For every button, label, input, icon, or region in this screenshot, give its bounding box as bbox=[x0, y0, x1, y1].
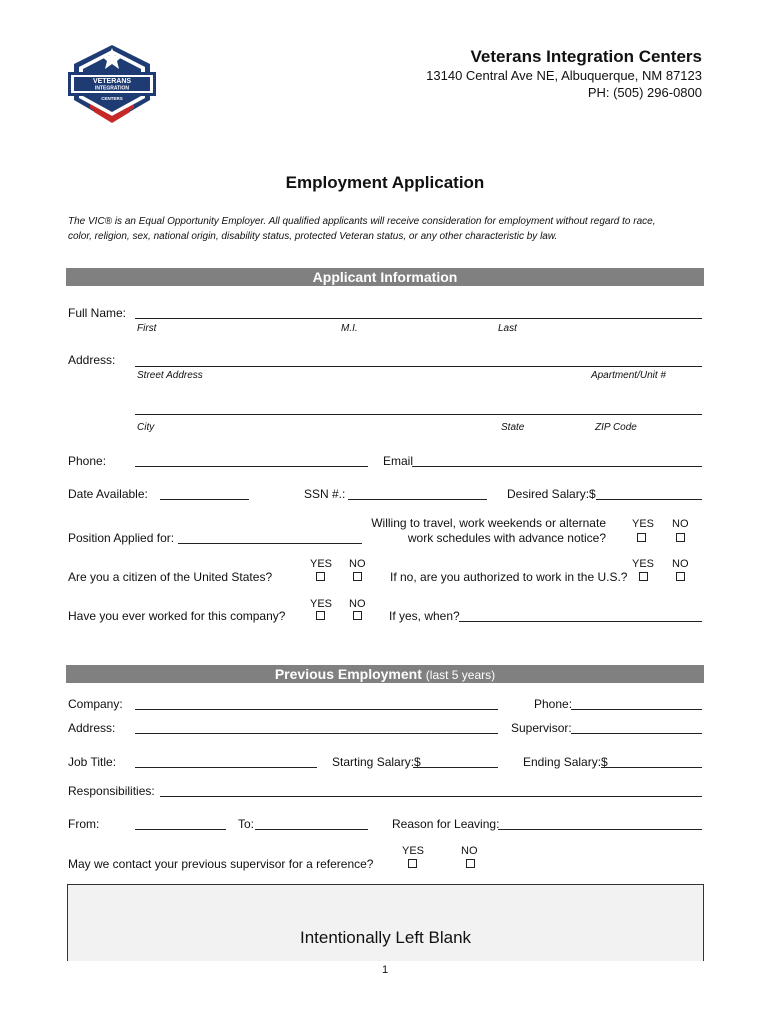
worked-yes-checkbox[interactable] bbox=[316, 611, 325, 620]
starting-salary-label: Starting Salary:$ bbox=[332, 755, 421, 769]
date-available-field[interactable] bbox=[160, 499, 249, 500]
veterans-integration-centers-logo bbox=[66, 42, 158, 128]
prev-address-label: Address: bbox=[68, 721, 116, 735]
to-label: To: bbox=[238, 817, 255, 831]
travel-no-label: NO bbox=[672, 518, 689, 530]
supervisor-field[interactable] bbox=[571, 733, 702, 734]
from-label: From: bbox=[68, 817, 100, 831]
prev-phone-label: Phone: bbox=[534, 697, 573, 711]
intentionally-left-blank-text: Intentionally Left Blank bbox=[299, 928, 472, 947]
svg-text:VETERANS: VETERANS bbox=[92, 78, 132, 85]
job-title-label: Job Title: bbox=[68, 755, 117, 769]
if-yes-when-field[interactable] bbox=[459, 621, 702, 622]
worked-here-question: Have you ever worked for this company? bbox=[68, 609, 286, 623]
intentionally-left-blank-box bbox=[67, 884, 704, 961]
street-address-field[interactable] bbox=[135, 366, 702, 367]
to-field[interactable] bbox=[255, 829, 368, 830]
travel-yes-label: YES bbox=[632, 518, 655, 530]
applicant-information-header: Applicant Information bbox=[66, 268, 704, 286]
ssn-field[interactable] bbox=[348, 499, 487, 500]
last-label: Last bbox=[498, 323, 517, 334]
citizen-question: Are you a citizen of the United States? bbox=[68, 570, 273, 584]
responsibilities-label: Responsibilities: bbox=[68, 784, 155, 798]
contact-no-label: NO bbox=[461, 845, 478, 857]
citizen-no-label: NO bbox=[349, 558, 366, 570]
full-name-label: Full Name: bbox=[68, 306, 127, 320]
contact-no-checkbox[interactable] bbox=[466, 859, 475, 868]
apartment-label: Apartment/Unit # bbox=[590, 370, 666, 381]
contact-yes-label: YES bbox=[402, 845, 425, 857]
travel-yes-checkbox[interactable] bbox=[637, 533, 646, 542]
mi-label: M.I. bbox=[341, 323, 358, 334]
travel-question-line1: Willing to travel, work weekends or alternate bbox=[371, 516, 606, 530]
responsibilities-field[interactable] bbox=[160, 796, 702, 797]
previous-employment-note: (last 5 years) bbox=[425, 668, 496, 682]
position-applied-label: Position Applied for: bbox=[68, 531, 175, 545]
zip-label: ZIP Code bbox=[595, 422, 637, 433]
supervisor-label: Supervisor: bbox=[511, 721, 572, 735]
starting-salary-field[interactable] bbox=[413, 767, 498, 768]
org-name: Veterans Integration Centers bbox=[470, 47, 702, 66]
authorized-no-label: NO bbox=[672, 558, 689, 570]
svg-text:CENTERS: CENTERS bbox=[101, 96, 123, 101]
org-phone: PH: (505) 296-0800 bbox=[587, 85, 702, 100]
phone-label: Phone: bbox=[68, 454, 107, 468]
citizen-no-checkbox[interactable] bbox=[353, 572, 362, 581]
citizen-yes-checkbox[interactable] bbox=[316, 572, 325, 581]
svg-text:INTEGRATION: INTEGRATION bbox=[94, 85, 130, 92]
date-available-label: Date Available: bbox=[68, 487, 148, 501]
reason-for-leaving-label: Reason for Leaving: bbox=[392, 817, 500, 831]
city-label: City bbox=[137, 422, 155, 433]
worked-yes-label: YES bbox=[310, 598, 333, 610]
form-title: Employment Application bbox=[285, 173, 485, 192]
street-address-label: Street Address bbox=[137, 370, 203, 381]
from-field[interactable] bbox=[135, 829, 226, 830]
desired-salary-label: Desired Salary:$ bbox=[507, 487, 596, 501]
full-name-field[interactable] bbox=[135, 318, 702, 319]
prev-phone-field[interactable] bbox=[571, 709, 702, 710]
org-address: 13140 Central Ave NE, Albuquerque, NM 87123 bbox=[426, 68, 702, 83]
job-title-field[interactable] bbox=[135, 767, 317, 768]
address-label: Address: bbox=[68, 353, 116, 367]
previous-employment-header bbox=[66, 665, 704, 683]
reason-for-leaving-field[interactable] bbox=[498, 829, 702, 830]
position-applied-field[interactable] bbox=[178, 543, 362, 544]
authorized-yes-checkbox[interactable] bbox=[639, 572, 648, 581]
travel-no-checkbox[interactable] bbox=[676, 533, 685, 542]
phone-field[interactable] bbox=[135, 466, 368, 467]
contact-yes-checkbox[interactable] bbox=[408, 859, 417, 868]
company-label: Company: bbox=[68, 697, 123, 711]
email-label: Email bbox=[383, 454, 414, 468]
travel-question-line2: work schedules with advance notice? bbox=[407, 531, 606, 545]
ssn-label: SSN #.: bbox=[304, 487, 346, 501]
company-field[interactable] bbox=[135, 709, 498, 710]
prev-address-field[interactable] bbox=[135, 733, 498, 734]
contact-supervisor-question: May we contact your previous supervisor for a reference? bbox=[68, 857, 374, 871]
first-label: First bbox=[137, 323, 157, 334]
if-yes-when-label: If yes, when? bbox=[389, 609, 460, 623]
page-number: 1 bbox=[381, 964, 389, 976]
ending-salary-field[interactable] bbox=[601, 767, 702, 768]
eeo-statement: The VIC® is an Equal Opportunity Employer. All qualified applicants will receive consideration for employment without regard to race, color, religion, sex, national origin, disability status, protected Veteran status, or any other characteristic by law. bbox=[68, 216, 656, 242]
worked-no-label: NO bbox=[349, 598, 366, 610]
authorized-no-checkbox[interactable] bbox=[676, 572, 685, 581]
ending-salary-label: Ending Salary:$ bbox=[523, 755, 608, 769]
desired-salary-field[interactable] bbox=[596, 499, 702, 500]
email-field[interactable] bbox=[412, 466, 702, 467]
previous-employment-title: Previous Employment bbox=[274, 666, 422, 682]
worked-no-checkbox[interactable] bbox=[353, 611, 362, 620]
authorized-question: If no, are you authorized to work in the U.S.? bbox=[390, 570, 628, 584]
state-label: State bbox=[501, 422, 525, 433]
authorized-yes-label: YES bbox=[632, 558, 655, 570]
citizen-yes-label: YES bbox=[310, 558, 333, 570]
city-state-zip-field[interactable] bbox=[135, 414, 702, 415]
